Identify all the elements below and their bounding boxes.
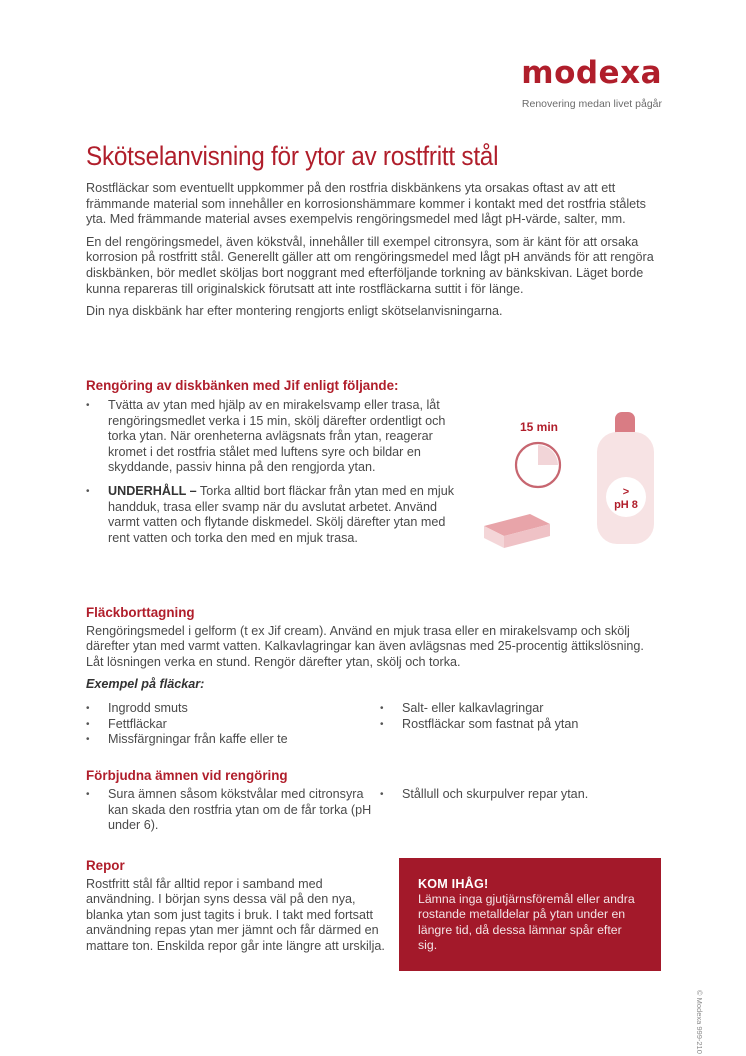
list-item (86, 398, 462, 476)
stain-text: Rengöringsmedel i gelform (t ex Jif cream). Använd en mjuk trasa eller en mirakelsvamp och skölj därefter ytan med varmt vatten. Kalkavlagringar kan även avlägsnas med 25-procentig ättikslösning. Låt lösningen verka en stund. Rengör därefter ytan, skölj och torka. (86, 623, 644, 669)
brand-logo (521, 55, 662, 110)
cleaning-illustration (480, 408, 660, 548)
list-item: • Fettfläckar (86, 717, 366, 733)
list-item: • Ingrodd smuts (86, 701, 366, 717)
list-item: • Rostfläckar som fastnat på ytan (380, 717, 660, 733)
page-title: Skötselanvisning för ytor av rostfritt stål (86, 141, 499, 171)
logo-wordmark: modexa (521, 55, 662, 91)
cleaning-section (86, 378, 662, 394)
reminder-text: Lämna inga gjutjärnsföremål eller andra rostande metalldelar på ytan under en längre tid, då dessa lämnar spår efter sig. (418, 892, 635, 953)
forbidden-heading: Förbjudna ämnen vid rengöring (86, 768, 288, 783)
examples-list-left (86, 701, 366, 748)
intro-section (86, 181, 662, 327)
timer-icon (516, 443, 560, 487)
stain-section (86, 605, 662, 693)
examples-heading: Exempel på fläckar: (86, 677, 205, 692)
intro-paragraph: Din nya diskbänk har efter montering rengjorts enligt skötselanvisningarna. (86, 304, 503, 319)
intro-paragraph: Rostfläckar som eventuellt uppkommer på den rostfria diskbänkens yta orsakas oftast av att ett främmande material som innehåller en korrosionshämmare kommer i kontakt med det rostfria stålets yta. Med främmande material avses exempelvis rengöringsmedel med lågt pH-värde, salter, mm. (86, 181, 646, 227)
stain-heading: Fläckborttagning (86, 605, 195, 620)
cleaning-step-text: Tvätta av ytan med hjälp av en mirakelsvamp eller trasa, låt rengöringsmedlet verka i 15 min, skölj därefter ordentligt och torka ytan. När orenheterna avlägsnats från ytan, reagerar kromet i det rostfria stålet med luftens syre och bildar en skyddande, passiv hinna på den rengjorda ytan. (108, 398, 446, 475)
ph-label: pH 8 (614, 499, 638, 511)
forbidden-list-left (86, 787, 376, 834)
intro-paragraph: En del rengöringsmedel, även kökstvål, innehåller till exempel citronsyra, som är känt för att orsaka korrosion på rostfritt stål. Generellt gäller att om rengöringsmedel med lågt pH används för att rengöra diskbänken, bör medlet sköljas bort noggrant med efterföljande torkning av bänkskivan. Läget borde kunna repareras till originalskick förutsatt att inte rostfläckarna suttit i för länge. (86, 234, 654, 296)
scratches-heading: Repor (86, 858, 125, 873)
list-item: • Stållull och skurpulver repar ytan. (380, 787, 660, 803)
bottle-icon (597, 412, 654, 544)
sponge-icon (484, 514, 550, 548)
cleaning-list (86, 398, 462, 546)
forbidden-list-right (380, 787, 660, 803)
maintenance-text: Torka alltid bort fläckar från ytan med en mjuk handduk, trasa eller svamp när du avslutat arbetet. Använd varmt vatten och flytande diskmedel. Skölj därefter ytan med rent vatten och torka den med en mjuk trasa. (108, 483, 454, 545)
reminder-title: KOM IHÅG! (418, 877, 489, 891)
logo-tagline: Renovering medan livet pågår (521, 98, 662, 110)
forbidden-section (86, 768, 662, 784)
list-item: • Missfärgningar från kaffe eller te (86, 732, 366, 748)
list-item (86, 484, 462, 546)
timer-label: 15 min (519, 420, 559, 434)
copyright-notice: © Modexa 999-210 (695, 990, 704, 1054)
maintenance-label: UNDERHÅLL – (108, 483, 197, 498)
scratches-text: Rostfritt stål får alltid repor i samband med användning. I början syns dessa väl på den nya, blanka ytan som just tagits i bruk. I takt med fortsatt användning repas ytan mer jämnt och får därmed en mattare ton. Enskilda repor går inte längre att urskilja. (86, 876, 385, 953)
scratches-section (86, 858, 392, 962)
list-item: • Salt- eller kalkavlagringar (380, 701, 660, 717)
examples-list-right (380, 701, 660, 732)
ph-arrow-label: > (622, 486, 630, 498)
reminder-callout (399, 858, 661, 971)
list-item: • Sura ämnen såsom kökstvålar med citronsyra kan skada den rostfria ytan om de får torka (pH under 6). (86, 787, 376, 834)
cleaning-heading: Rengöring av diskbänken med Jif enligt följande: (86, 378, 399, 393)
